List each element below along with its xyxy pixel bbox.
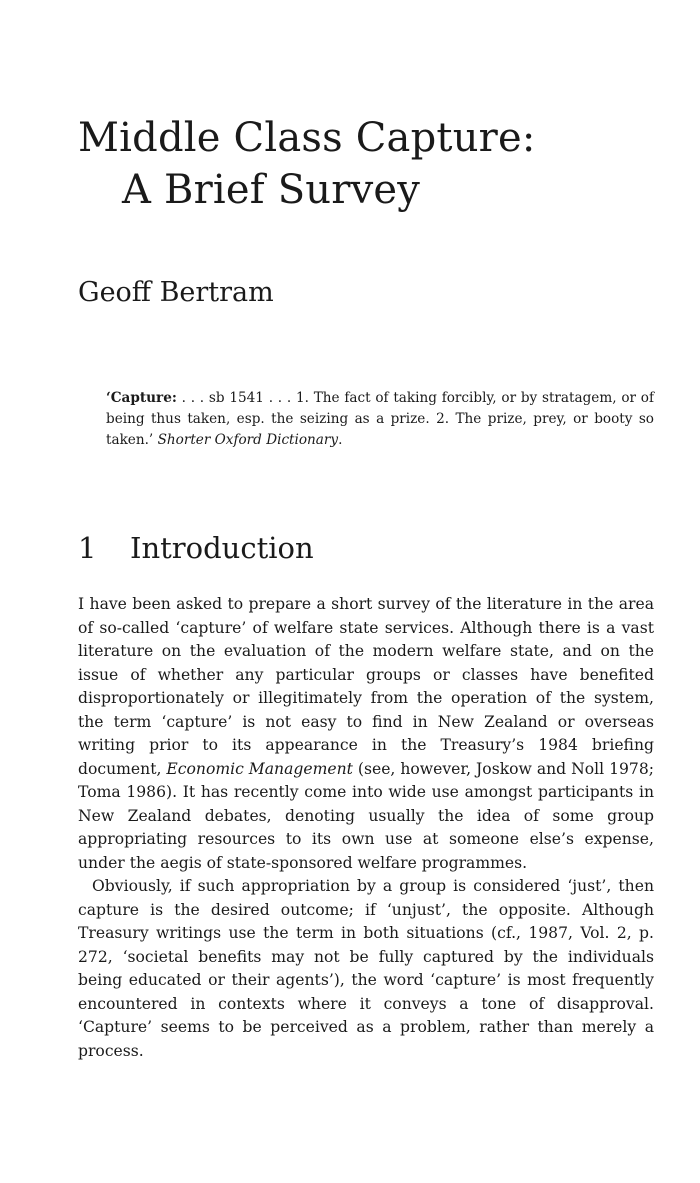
section-heading [78, 529, 314, 567]
epigraph-source: Shorter Oxford Dictionary [157, 432, 339, 448]
paragraph-1-part-2: (see, however, Joskow and Noll 1978; Toma 1986). It has recently come into wide use amongst participants in New Zealand debates, denoting usually the idea of some group appropriating resources to its own use at someone else’s expense, under the aegis of state-sponsored welfare programmes. [78, 759, 655, 872]
paragraph-1-emphasis: Economic Management [166, 759, 353, 778]
epigraph-term: ‘Capture: [106, 390, 177, 406]
epigraph-definition: . . . sb 1541 . . . 1. The fact of taking forcibly, or by stratagem, or of being thus taken, esp. the seizing as a prize. 2. The prize, prey, or booty so taken.’ [106, 390, 654, 448]
paragraph-2: Obviously, if such appropriation by a group is considered ‘just’, then capture is the desired outcome; if ‘unjust’, the opposite. Although Treasury writings use the term in both situations (cf., 1987, Vol. 2, p. 272, ‘societal benefits may not be fully captured by the individuals being educated or their agents’), the word ‘capture’ is most frequently encountered in contexts where it conveys a tone of disapproval. ‘Capture’ seems to be perceived as a problem, rather than merely a process. [78, 877, 654, 1060]
body-text [78, 593, 654, 1063]
epigraph [106, 388, 654, 451]
paragraph-1 [78, 593, 654, 875]
section-title: Introduction [130, 531, 314, 565]
epigraph-end: . [338, 432, 343, 448]
title-line-2: A Brief Survey [122, 167, 421, 213]
section-number: 1 [78, 531, 97, 565]
author-name: Geoff Bertram [78, 277, 274, 308]
title-line-1: Middle Class Capture: [78, 115, 536, 161]
paragraph-1-part-1: I have been asked to prepare a short survey of the literature in the area of so-called ‘capture’ of welfare state services. Although there is a vast literature on the evaluation of the modern welfare state, and on the issue of whether any particular groups or classes have benefited disproportionately or illegitimately from the operation of the system, the term ‘capture’ is not easy to find in New Zealand or overseas writing prior to its appearance in the Treasury’s 1984 briefing document, [78, 595, 654, 778]
article-title [78, 112, 536, 216]
